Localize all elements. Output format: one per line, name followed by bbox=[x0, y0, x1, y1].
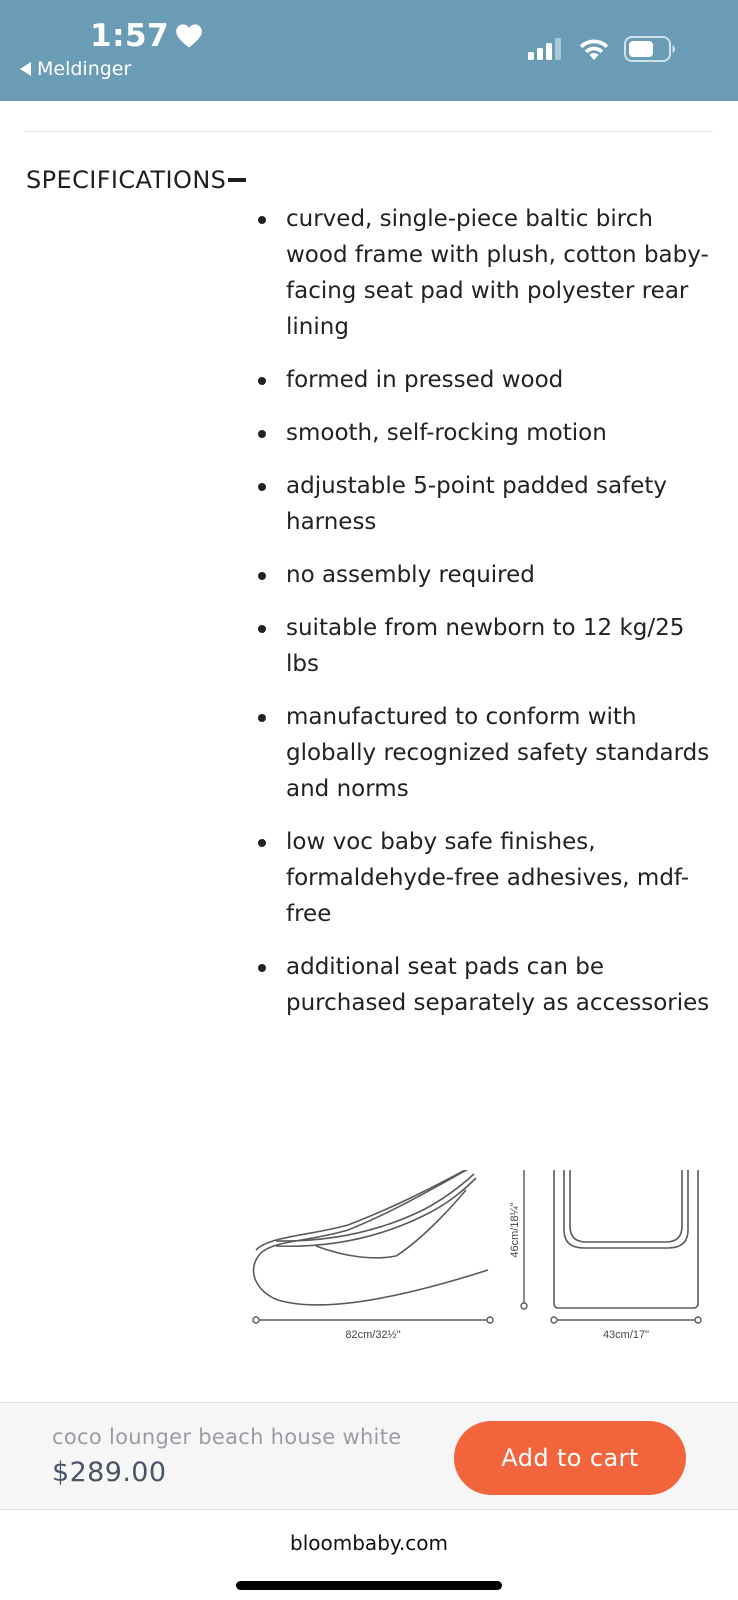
lounger-side-view bbox=[254, 1170, 488, 1305]
height-dimension bbox=[521, 1170, 527, 1309]
section-divider bbox=[25, 131, 713, 132]
status-bar bbox=[0, 0, 738, 101]
add-to-cart-button[interactable]: Add to cart bbox=[454, 1421, 686, 1495]
battery-icon bbox=[624, 36, 676, 62]
spec-item: adjustable 5-point padded safety harness bbox=[256, 468, 718, 540]
dimension-diagram bbox=[248, 1170, 718, 1366]
height-label: 46cm/18¼" bbox=[509, 1202, 521, 1258]
home-indicator[interactable] bbox=[236, 1581, 502, 1590]
spec-item: curved, single-piece baltic birch wood frame with plush, cotton baby-facing seat pad with polyester rear lining bbox=[256, 201, 718, 345]
spec-item: suitable from newborn to 12 kg/25 lbs bbox=[256, 610, 718, 682]
spec-item: low voc baby safe finishes, formaldehyde-free adhesives, mdf-free bbox=[256, 824, 718, 932]
back-link[interactable] bbox=[20, 58, 131, 80]
spec-item: additional seat pads can be purchased separately as accessories bbox=[256, 949, 718, 1021]
status-icons bbox=[528, 36, 676, 62]
site-domain[interactable]: bloombaby.com bbox=[290, 1531, 448, 1555]
spec-item: no assembly required bbox=[256, 557, 718, 593]
spec-item: manufactured to conform with globally recognized safety standards and norms bbox=[256, 699, 718, 807]
length-dimension bbox=[253, 1317, 493, 1323]
specifications-toggle[interactable] bbox=[26, 166, 246, 194]
signal-icon bbox=[528, 38, 564, 60]
status-time: 1:57 bbox=[90, 18, 170, 54]
status-time-group bbox=[90, 18, 203, 54]
back-arrow-icon bbox=[20, 62, 31, 76]
length-label: 82cm/32½" bbox=[345, 1329, 401, 1341]
width-label: 43cm/17" bbox=[602, 1329, 650, 1341]
back-link-label: Meldinger bbox=[37, 58, 132, 80]
spec-item: smooth, self-rocking motion bbox=[256, 415, 718, 451]
specifications-list bbox=[256, 201, 718, 1038]
wifi-icon bbox=[578, 37, 610, 61]
browser-footer bbox=[0, 1511, 738, 1600]
width-dimension bbox=[551, 1317, 701, 1323]
lounger-front-view bbox=[554, 1170, 698, 1308]
spec-item: formed in pressed wood bbox=[256, 362, 718, 398]
specifications-heading: SPECIFICATIONS bbox=[26, 166, 227, 194]
product-price: $289.00 bbox=[52, 1457, 167, 1488]
heart-icon bbox=[175, 23, 203, 49]
product-bar bbox=[0, 1402, 738, 1510]
minus-icon bbox=[228, 178, 246, 182]
product-name: coco lounger beach house white bbox=[52, 1425, 402, 1449]
